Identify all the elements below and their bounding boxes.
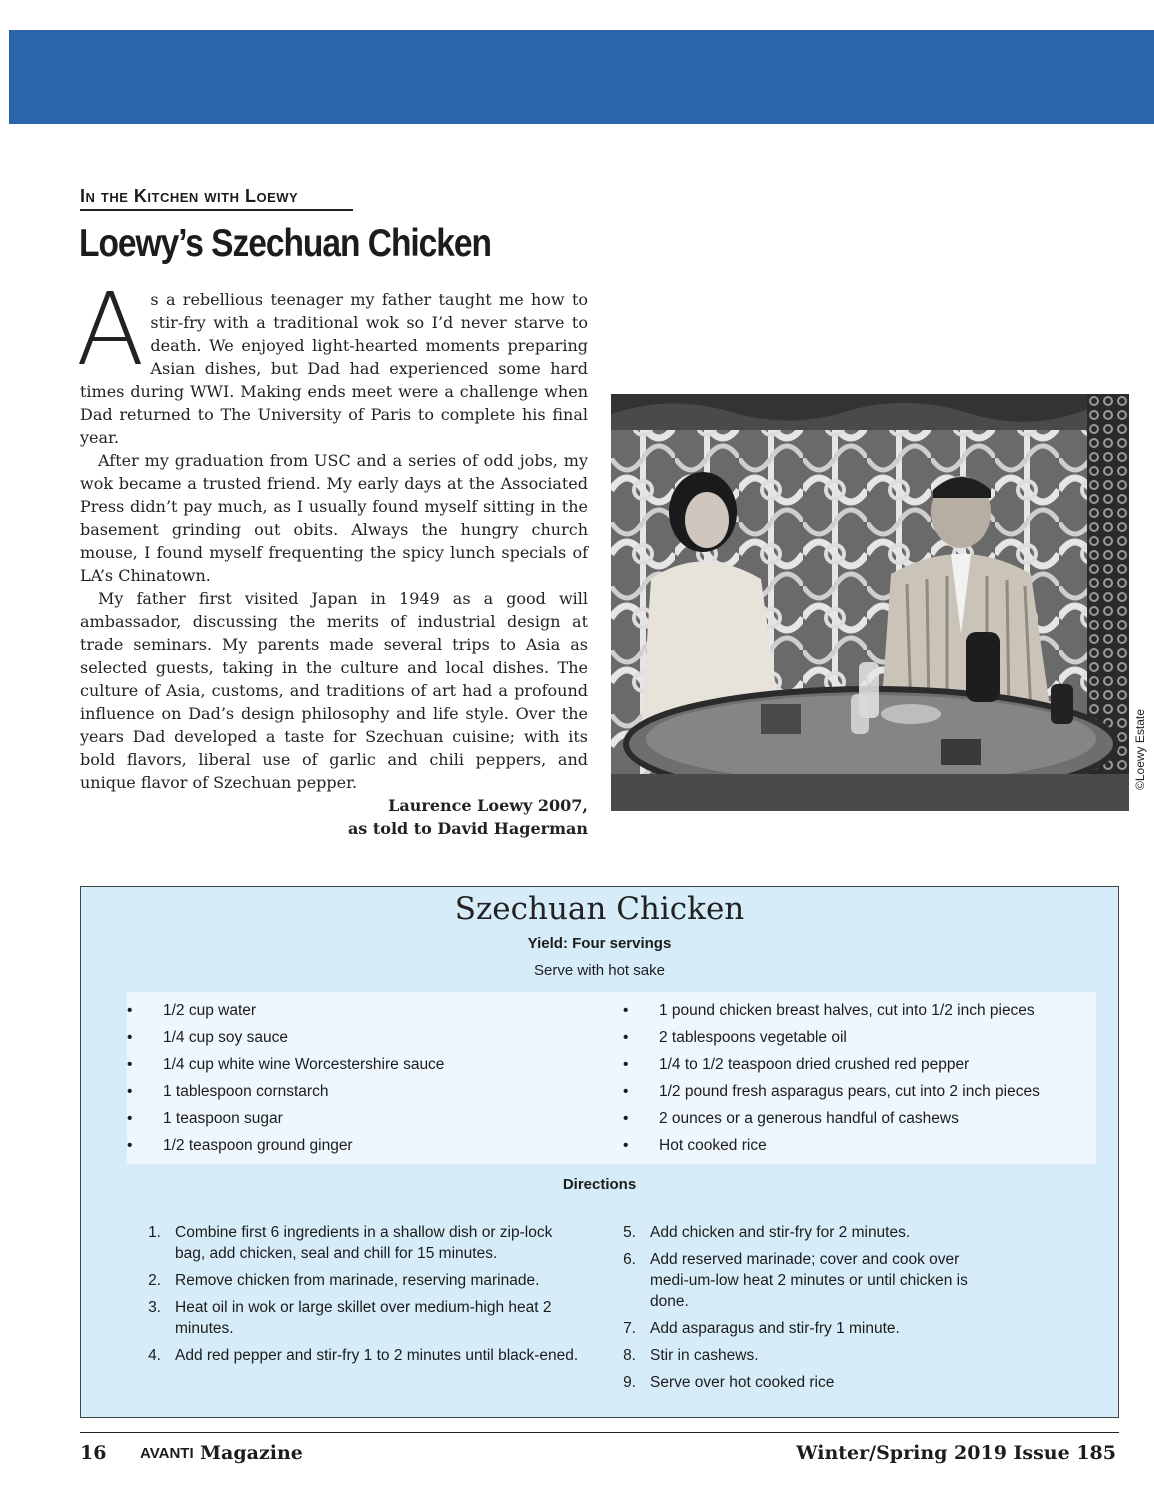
direction-step	[141, 1270, 586, 1291]
drop-cap: A	[76, 271, 145, 388]
step-number: 8.	[623, 1347, 636, 1364]
header-banner	[9, 30, 1154, 124]
step-text: Add red pepper and stir-fry 1 to 2 minutes until black-ened.	[175, 1347, 579, 1364]
photo-couple-at-table	[611, 394, 1129, 811]
ingredient-item: • 1/2 cup water	[127, 997, 444, 1024]
step-text: Stir in cashews.	[650, 1347, 759, 1364]
step-text: Combine first 6 ingredients in a shallow dish or zip-lock bag, add chicken, seal and chill for 15 minutes.	[175, 1224, 553, 1262]
step-text: Remove chicken from marinade, reserving marinade.	[175, 1272, 540, 1289]
step-text: Add chicken and stir-fry for 2 minutes.	[650, 1224, 911, 1241]
magazine-brand: AVANTI	[140, 1445, 194, 1462]
recipe-box	[80, 886, 1119, 1418]
directions-heading: Directions	[562, 1176, 637, 1193]
step-number: 2.	[148, 1272, 161, 1289]
ingredient-item: • 1 teaspoon sugar	[127, 1105, 444, 1132]
ingredient-item: • 2 ounces or a generous handful of cashews	[623, 1105, 1040, 1132]
byline-line-1: Laurence Loewy 2007,	[388, 796, 588, 815]
step-number: 7.	[623, 1320, 636, 1337]
step-text: Serve over hot cooked rice	[650, 1374, 835, 1391]
byline-line-2: as told to David Hagerman	[347, 819, 588, 838]
step-number: 1.	[148, 1224, 161, 1241]
step-number: 9.	[623, 1374, 636, 1391]
ingredient-item: • 1 pound chicken breast halves, cut into 1/2 inch pieces	[623, 997, 1040, 1024]
directions-left-list	[141, 1222, 586, 1372]
step-number: 5.	[623, 1224, 636, 1241]
ingredients-panel	[127, 992, 1096, 1164]
recipe-serving-note: Serve with hot sake	[534, 962, 665, 979]
ingredients-left-list	[127, 997, 444, 1159]
direction-step	[616, 1372, 996, 1393]
direction-step	[616, 1249, 996, 1312]
direction-step	[141, 1222, 586, 1264]
article-paragraph-1-text: s a rebellious teenager my father taught me how to stir-fry with a traditional wok so I’d never starve to death. We enjoyed light-hearted moments preparing Asian dishes, but Dad had experienced some hard times during WWI. Making ends meet were a challenge when Dad returned to The University of Paris to complete his final year.	[80, 290, 588, 447]
recipe-yield: Yield: Four servings	[527, 935, 672, 952]
ingredient-item: • 1/4 cup soy sauce	[127, 1024, 444, 1051]
issue-info: Winter/Spring 2019 Issue 185	[796, 1442, 1116, 1464]
step-number: 3.	[148, 1299, 161, 1316]
photo-illustration	[611, 394, 1129, 811]
section-kicker: In the Kitchen with Loewy	[80, 186, 353, 211]
step-text: Add reserved marinade; cover and cook over medi-um-low heat 2 minutes or until chicken is done.	[650, 1251, 968, 1310]
ingredient-item: • Hot cooked rice	[623, 1132, 1040, 1159]
step-text: Heat oil in wok or large skillet over medium-high heat 2 minutes.	[175, 1299, 552, 1337]
headline: Loewy’s Szechuan Chicken	[79, 222, 492, 265]
step-number: 4.	[148, 1347, 161, 1364]
ingredient-item: • 1/4 to 1/2 teaspoon dried crushed red pepper	[623, 1051, 1040, 1078]
ingredient-item: • 1 tablespoon cornstarch	[127, 1078, 444, 1105]
ingredient-item: • 2 tablespoons vegetable oil	[623, 1024, 1040, 1051]
direction-step	[616, 1222, 996, 1243]
direction-step	[616, 1345, 996, 1366]
step-text: Add asparagus and stir-fry 1 minute.	[650, 1320, 900, 1337]
ingredient-item: • 1/2 pound fresh asparagus pears, cut into 2 inch pieces	[623, 1078, 1040, 1105]
direction-step	[141, 1297, 586, 1339]
magazine-word: Magazine	[200, 1442, 303, 1464]
article-paragraph-1	[76, 271, 588, 449]
article-paragraph-3: My father first visited Japan in 1949 as a good will ambassador, discussing the merits of industrial design at trade seminars. My parents made several trips to Asia as selected guests, taking in the culture and local dishes. The culture of Asia, customs, and traditions of art had a profound influence on Dad’s design philosophy and life style. Over the years Dad developed a taste for Szechuan cuisine; with its bold flavors, liberal use of garlic and chili peppers, and unique flavor of Szechuan pepper.	[80, 589, 588, 792]
photo-credit: ©Loewy Estate	[1133, 709, 1147, 790]
ingredient-item: • 1/4 cup white wine Worcestershire sauce	[127, 1051, 444, 1078]
directions-right-list	[616, 1222, 996, 1399]
article-body	[76, 271, 588, 840]
recipe-title: Szechuan Chicken	[454, 891, 745, 927]
article-paragraph-2: After my graduation from USC and a series of odd jobs, my wok became a trusted friend. My early days at the Associated Press didn’t pay much, as I usually found myself sitting in the basement grinding out obits. Always the hungry church mouse, I found myself frequenting the spicy lunch specials of LA’s Chinatown.	[80, 451, 588, 585]
step-number: 6.	[623, 1251, 636, 1268]
direction-step	[616, 1318, 996, 1339]
ingredients-right-list	[623, 997, 1040, 1159]
footer-divider	[80, 1432, 1119, 1433]
ingredient-item: • 1/2 teaspoon ground ginger	[127, 1132, 444, 1159]
direction-step	[141, 1345, 586, 1366]
page-number: 16	[80, 1442, 107, 1464]
